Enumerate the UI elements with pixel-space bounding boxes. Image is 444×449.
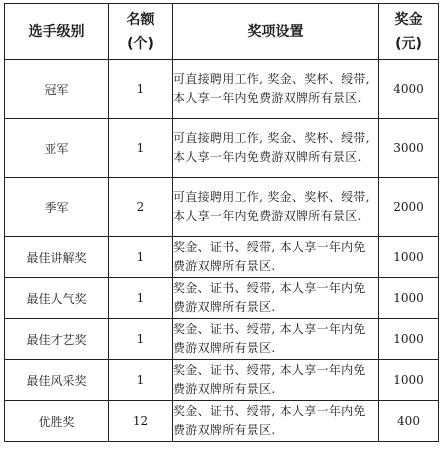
count-cell: 1 <box>109 319 173 360</box>
header-prize <box>379 4 439 60</box>
header-level-label: 选手级别 <box>28 23 85 40</box>
header-count <box>109 4 173 60</box>
count-cell: 1 <box>109 278 173 319</box>
table-row <box>5 237 439 278</box>
level-cell: 最佳风采奖 <box>5 360 109 401</box>
desc-cell: 奖金、证书、绶带, 本人享一年内免费游双牌所有景区. <box>173 278 379 319</box>
table-row <box>5 119 439 178</box>
prize-cell: 1000 <box>379 237 439 278</box>
level-cell: 最佳才艺奖 <box>5 319 109 360</box>
prize-cell: 1000 <box>379 360 439 401</box>
table-row <box>5 401 439 442</box>
prize-cell: 1000 <box>379 319 439 360</box>
desc-cell: 奖金、证书、绶带, 本人享一年内免费游双牌所有景区. <box>173 401 379 442</box>
header-level <box>5 4 109 60</box>
header-prize-line1: 奖金 <box>394 11 423 28</box>
header-setting-label: 奖项设置 <box>247 23 304 40</box>
level-cell: 最佳人气奖 <box>5 278 109 319</box>
table-row <box>5 178 439 237</box>
header-prize-line2: (元) <box>395 35 422 52</box>
prize-cell: 3000 <box>379 119 439 178</box>
level-cell: 冠军 <box>5 60 109 119</box>
table-row <box>5 319 439 360</box>
header-count-line1: 名额 <box>126 11 155 28</box>
desc-cell: 奖金、证书、绶带, 本人享一年内免费游双牌所有景区. <box>173 237 379 278</box>
header-row <box>5 4 439 60</box>
count-cell: 1 <box>109 119 173 178</box>
table-row <box>5 360 439 401</box>
prize-cell: 4000 <box>379 60 439 119</box>
level-cell: 季军 <box>5 178 109 237</box>
count-cell: 1 <box>109 60 173 119</box>
prize-cell: 2000 <box>379 178 439 237</box>
desc-cell: 奖金、证书、绶带, 本人享一年内免费游双牌所有景区. <box>173 360 379 401</box>
award-table <box>4 3 439 442</box>
header-setting <box>173 4 379 60</box>
level-cell: 优胜奖 <box>5 401 109 442</box>
desc-cell: 可直接聘用工作, 奖金、奖杯、绶带, 本人享一年内免费游双牌所有景区. <box>173 178 379 237</box>
header-count-line2: (个) <box>127 35 154 52</box>
level-cell: 亚军 <box>5 119 109 178</box>
prize-cell: 1000 <box>379 278 439 319</box>
level-cell: 最佳讲解奖 <box>5 237 109 278</box>
prize-cell: 400 <box>379 401 439 442</box>
count-cell: 1 <box>109 237 173 278</box>
count-cell: 1 <box>109 360 173 401</box>
table-row <box>5 278 439 319</box>
count-cell: 2 <box>109 178 173 237</box>
desc-cell: 奖金、证书、绶带, 本人享一年内免费游双牌所有景区. <box>173 319 379 360</box>
table-row <box>5 60 439 119</box>
desc-cell: 可直接聘用工作, 奖金、奖杯、绶带, 本人享一年内免费游双牌所有景区. <box>173 60 379 119</box>
desc-cell: 可直接聘用工作, 奖金、奖杯、绶带, 本人享一年内免费游双牌所有景区. <box>173 119 379 178</box>
count-cell: 12 <box>109 401 173 442</box>
